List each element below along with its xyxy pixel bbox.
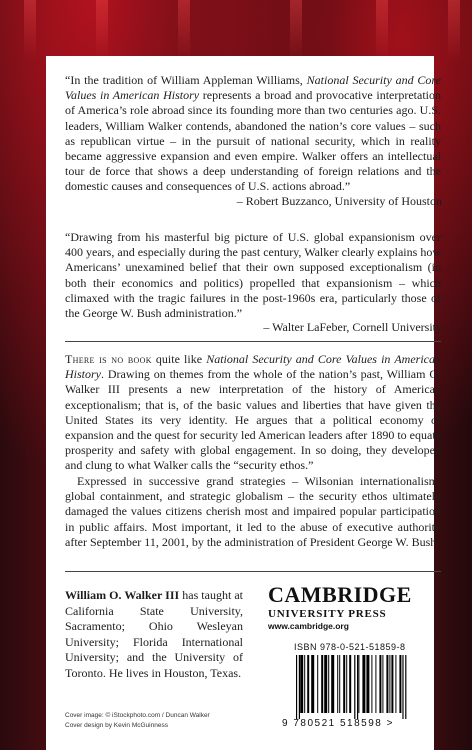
description-paragraph-2: Expressed in successive grand strategies – Wilsonian internationalism, global containment, and strategic globalism – the security ethos ultimately damaged the values citizens cherish most and impaired popular participation in public affairs. Most important, it led to the abuse of executive authority after September 11, 2001, by the administration of President George W. Bush. [65, 474, 441, 549]
quote-1-lead: “In the tradition of William Appleman Williams, [65, 73, 307, 87]
description-paragraph-1 [65, 352, 441, 474]
publisher-name: CAMBRIDGE [268, 582, 412, 607]
cover-design-credit: Cover design by Kevin McGuinness [65, 722, 168, 729]
author-name: William O. Walker III [65, 588, 180, 602]
review-quote-1 [65, 73, 441, 195]
review-quote-2: “Drawing from his masterful big picture of U.S. global expansionism over 400 years, and especially during the past century, Walker clearly explains how Americans’ unexamined belief that their own supposed exceptionalism (in both their economics and politics) propelled that expansionism – which climaxed with the tragic failures in the post-1960s era, particularly those of the George W. Bush administration.” [65, 230, 441, 321]
decorative-stripe [448, 0, 460, 60]
divider-rule [65, 341, 441, 342]
quote-1-book-title: National Security and Core Values in American History [65, 73, 441, 103]
decorative-stripe [24, 0, 36, 60]
barcode-digits: 9 780521 518598 > [282, 718, 394, 729]
quote-1-text: represents a broad and provocative interpretation of America’s role abroad since its founding more than two centuries ago. U.S. leaders, William Walker contends, abandoned the nation’s core values – such as republican virtue – in the pursuit of national security, which in reality became aggressive expansion and even empire. Walker offers an intellectual tour de force that shows a deep understanding of foreign relations and the domestic causes and consequences of U.S. actions abroad.” [65, 88, 442, 194]
author-bio [65, 588, 243, 681]
quote-2-attribution: – Walter LaFeber, Cornell University [263, 320, 442, 334]
description-text: . Drawing on themes from the whole of the nation’s past, William O. Walker III presents a new interpretation of the history of American exceptionalism; that is, of the basic values and liberties that have given the United States its very identity. He argues that a political economy of expansion and the quest for security led American leaders after 1890 to equate prosperity and safety with global engagement. In so doing, they developed and clung to what Walker calls the “security ethos.” [65, 367, 441, 473]
description-book-title: National Security and Core Values in American History [65, 352, 441, 382]
isbn-label: ISBN 978-0-521-51859-8 [294, 642, 406, 652]
divider-rule [65, 571, 441, 572]
author-bio-text: has taught at California State University, Sacramento; Ohio Wesleyan University; Florida International University; and the University of Toronto. He lives in Houston, Texas. [65, 588, 243, 680]
decorative-stripe [178, 0, 190, 60]
publisher-logo [268, 582, 438, 631]
decorative-stripe [96, 0, 108, 60]
description-lead-rest: quite like [151, 352, 207, 366]
decorative-stripe [376, 0, 388, 60]
description-lead: There is no book [65, 352, 152, 366]
cover-image-credit: Cover image: © iStockphoto.com / Duncan Walker [65, 712, 210, 719]
quote-1-attribution: – Robert Buzzanco, University of Houston [236, 194, 442, 208]
publisher-url: www.cambridge.org [268, 621, 349, 631]
publisher-subtitle: UNIVERSITY PRESS [268, 608, 387, 620]
barcode-icon [294, 655, 439, 719]
cover-credits [65, 711, 210, 731]
decorative-stripe [290, 0, 302, 60]
